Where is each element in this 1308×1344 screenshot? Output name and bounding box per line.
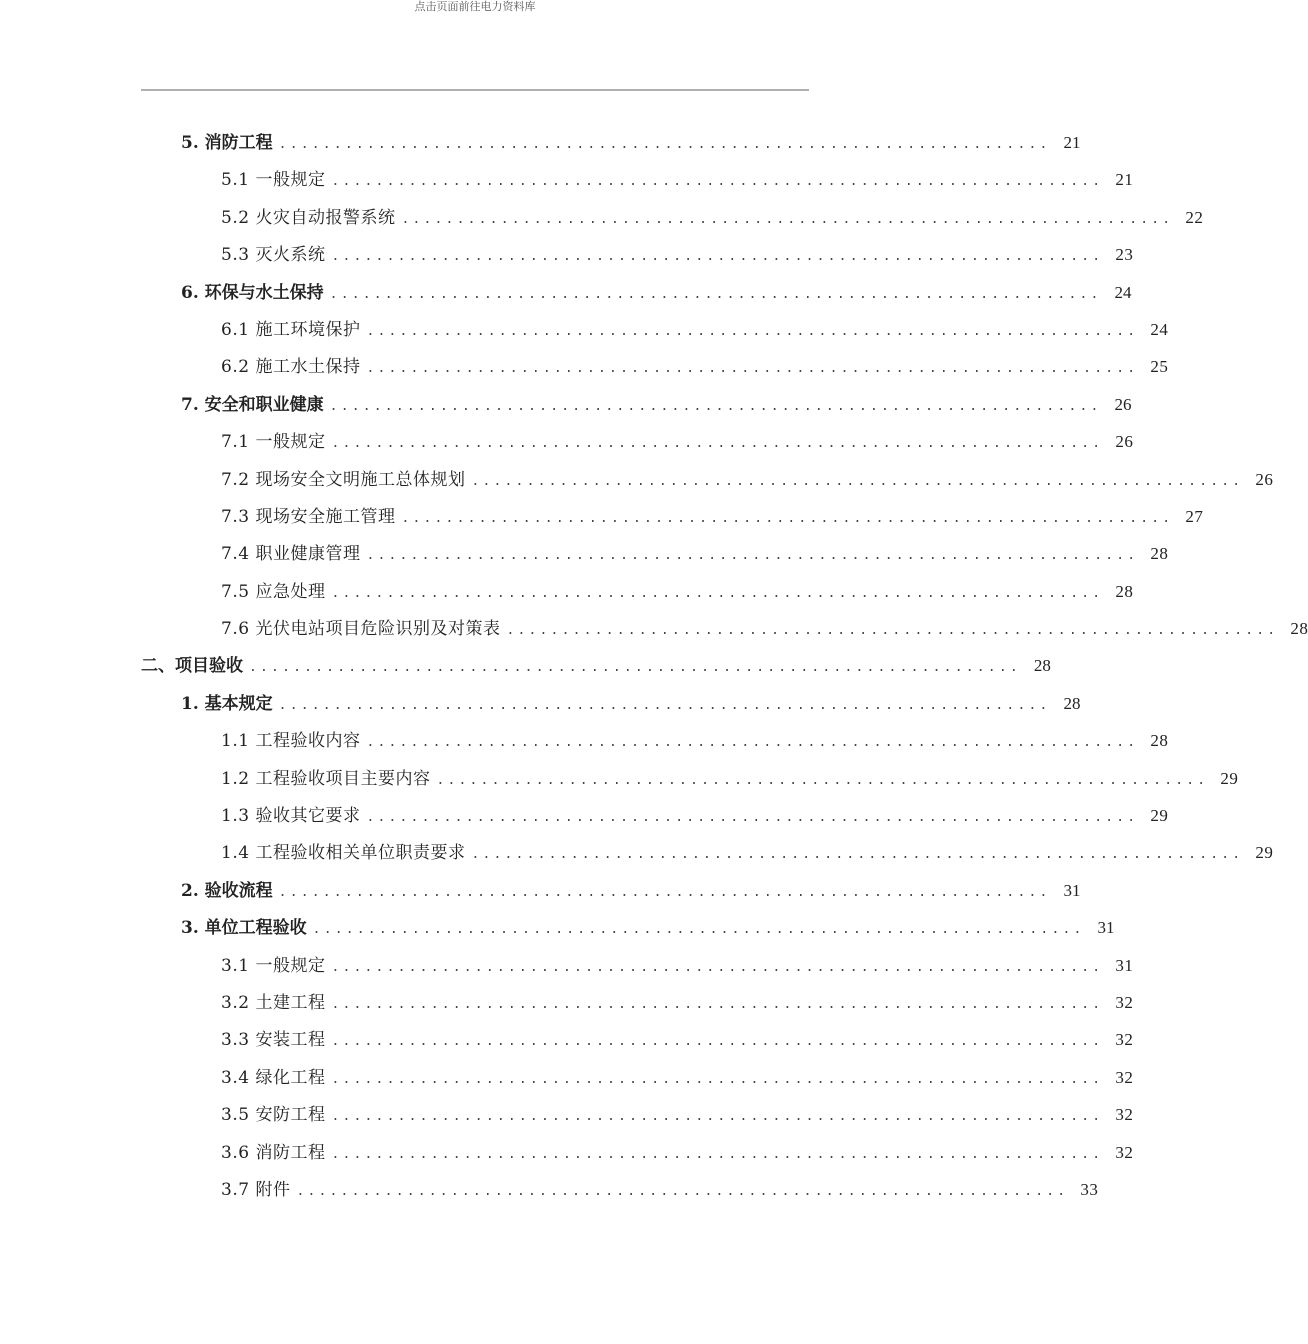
toc-entry-title: 7.5 应急处理 bbox=[221, 581, 326, 602]
toc-entry-title: 7.2 现场安全文明施工总体规划 bbox=[221, 469, 466, 490]
toc-dot-leader: ...................................................................... bbox=[366, 361, 1139, 377]
toc-entry-title: 6.2 施工水土保持 bbox=[221, 357, 361, 378]
toc-dot-leader: ...................................................................... bbox=[401, 211, 1174, 227]
toc-entry-title: 3.6 消防工程 bbox=[221, 1142, 326, 1163]
toc-entry[interactable] bbox=[141, 1134, 1134, 1171]
toc-dot-leader: ...................................................................... bbox=[506, 623, 1279, 639]
toc-entry-page-number: 29 bbox=[1150, 806, 1169, 826]
toc-entry-title: 1.2 工程验收项目主要内容 bbox=[221, 768, 431, 789]
toc-entry[interactable] bbox=[141, 124, 1081, 161]
toc-entry[interactable] bbox=[141, 610, 1308, 647]
toc-entry-title: 5.3 灭火系统 bbox=[221, 245, 326, 266]
toc-entry-title: 3.4 绿化工程 bbox=[221, 1067, 326, 1088]
toc-entry[interactable] bbox=[141, 535, 1169, 572]
toc-entry[interactable] bbox=[141, 647, 1051, 684]
toc-entry-page-number: 21 bbox=[1115, 170, 1134, 190]
toc-entry[interactable] bbox=[141, 909, 1115, 946]
toc-entry-page-number: 31 bbox=[1097, 918, 1115, 938]
toc-entry-title: 5.2 火灾自动报警系统 bbox=[221, 207, 396, 228]
toc-entry-page-number: 26 bbox=[1114, 394, 1132, 414]
toc-entry[interactable] bbox=[141, 947, 1134, 984]
toc-dot-leader: ...................................................................... bbox=[331, 1109, 1104, 1125]
toc-dot-leader: ...................................................................... bbox=[331, 959, 1104, 975]
toc-entry-page-number: 28 bbox=[1150, 544, 1169, 564]
toc-entry[interactable] bbox=[141, 461, 1274, 498]
toc-dot-leader: ...................................................................... bbox=[366, 548, 1139, 564]
toc-entry-page-number: 28 bbox=[1063, 693, 1081, 713]
header-divider bbox=[141, 89, 809, 91]
toc-dot-leader: ...................................................................... bbox=[331, 996, 1104, 1012]
toc-entry-title: 二、项目验收 bbox=[141, 656, 243, 677]
toc-dot-leader: ...................................................................... bbox=[436, 772, 1209, 788]
toc-dot-leader: ...................................................................... bbox=[331, 249, 1104, 265]
toc-entry[interactable] bbox=[141, 1171, 1099, 1208]
toc-dot-leader: ...................................................................... bbox=[331, 1034, 1104, 1050]
toc-dot-leader: ...................................................................... bbox=[331, 1146, 1104, 1162]
toc-entry-page-number: 24 bbox=[1150, 319, 1169, 339]
toc-entry-title: 1.3 验收其它要求 bbox=[221, 806, 361, 827]
toc-entry[interactable] bbox=[141, 797, 1169, 834]
toc-entry-page-number: 21 bbox=[1063, 133, 1081, 152]
toc-entry-title: 1.1 工程验收内容 bbox=[221, 731, 361, 752]
toc-entry-title: 7.3 现场安全施工管理 bbox=[221, 506, 396, 527]
toc-dot-leader: ...................................................................... bbox=[471, 473, 1244, 489]
toc-entry-page-number: 32 bbox=[1115, 992, 1134, 1012]
toc-entry-page-number: 23 bbox=[1115, 245, 1134, 265]
toc-entry-page-number: 33 bbox=[1080, 1179, 1099, 1199]
toc-entry[interactable] bbox=[141, 348, 1169, 385]
toc-entry-title: 6. 环保与水土保持 bbox=[181, 282, 324, 303]
toc-entry-page-number: 26 bbox=[1115, 432, 1134, 452]
toc-entry[interactable] bbox=[141, 423, 1134, 460]
toc-dot-leader: ...................................................................... bbox=[331, 1071, 1104, 1087]
toc-entry-title: 7. 安全和职业健康 bbox=[181, 394, 324, 415]
toc-dot-leader: ...................................................................... bbox=[331, 585, 1104, 601]
table-of-contents bbox=[141, 124, 1308, 1208]
toc-dot-leader: ...................................................................... bbox=[278, 137, 1051, 152]
toc-dot-leader: ...................................................................... bbox=[278, 697, 1051, 713]
toc-entry-title: 3. 单位工程验收 bbox=[181, 918, 307, 939]
toc-entry-title: 3.5 安防工程 bbox=[221, 1105, 326, 1126]
toc-dot-leader: ...................................................................... bbox=[366, 735, 1139, 751]
toc-entry-page-number: 28 bbox=[1115, 581, 1134, 601]
toc-dot-leader: ...................................................................... bbox=[329, 398, 1102, 414]
toc-entry-title: 2. 验收流程 bbox=[181, 880, 273, 901]
toc-dot-leader: ...................................................................... bbox=[331, 436, 1104, 452]
toc-entry[interactable] bbox=[141, 685, 1081, 722]
toc-entry-page-number: 31 bbox=[1063, 880, 1081, 900]
toc-entry[interactable] bbox=[141, 722, 1169, 759]
toc-entry-title: 1. 基本规定 bbox=[181, 693, 273, 714]
toc-entry-page-number: 28 bbox=[1290, 619, 1308, 639]
toc-entry[interactable] bbox=[141, 760, 1239, 797]
toc-dot-leader: ...................................................................... bbox=[331, 174, 1104, 190]
toc-entry-title: 5. 消防工程 bbox=[181, 133, 273, 153]
toc-entry[interactable] bbox=[141, 498, 1204, 535]
toc-entry[interactable] bbox=[141, 1059, 1134, 1096]
toc-dot-leader: ...................................................................... bbox=[249, 660, 1021, 676]
toc-entry[interactable] bbox=[141, 161, 1134, 198]
toc-entry-title: 3.3 安装工程 bbox=[221, 1030, 326, 1051]
toc-entry-title: 1.4 工程验收相关单位职责要求 bbox=[221, 843, 466, 864]
toc-entry-page-number: 22 bbox=[1185, 207, 1204, 227]
toc-entry[interactable] bbox=[141, 573, 1134, 610]
toc-entry-page-number: 27 bbox=[1185, 506, 1204, 526]
toc-dot-leader: ...................................................................... bbox=[296, 1183, 1069, 1199]
toc-entry[interactable] bbox=[141, 1096, 1134, 1133]
toc-entry[interactable] bbox=[141, 834, 1274, 871]
toc-dot-leader: ...................................................................... bbox=[312, 922, 1085, 938]
toc-entry-title: 7.1 一般规定 bbox=[221, 432, 326, 453]
resource-library-link[interactable]: 点击页面前往电力资料库 bbox=[414, 0, 536, 13]
toc-entry-page-number: 26 bbox=[1255, 469, 1274, 489]
toc-entry-title: 5.1 一般规定 bbox=[221, 170, 326, 191]
toc-entry-page-number: 28 bbox=[1150, 731, 1169, 751]
toc-dot-leader: ...................................................................... bbox=[366, 810, 1139, 826]
toc-entry-page-number: 29 bbox=[1220, 768, 1239, 788]
toc-dot-leader: ...................................................................... bbox=[278, 884, 1051, 900]
toc-entry[interactable] bbox=[141, 984, 1134, 1021]
toc-entry-page-number: 29 bbox=[1255, 843, 1274, 863]
toc-entry[interactable] bbox=[141, 199, 1204, 236]
toc-entry[interactable] bbox=[141, 872, 1081, 909]
toc-entry-title: 3.2 土建工程 bbox=[221, 992, 326, 1013]
toc-entry[interactable] bbox=[141, 236, 1134, 273]
toc-entry-page-number: 32 bbox=[1115, 1067, 1134, 1087]
toc-entry[interactable] bbox=[141, 1021, 1134, 1058]
toc-entry-page-number: 32 bbox=[1115, 1142, 1134, 1162]
toc-entry[interactable] bbox=[141, 311, 1169, 348]
toc-dot-leader: ...................................................................... bbox=[401, 510, 1174, 526]
toc-dot-leader: ...................................................................... bbox=[366, 323, 1139, 339]
toc-entry-page-number: 32 bbox=[1115, 1105, 1134, 1125]
toc-entry-title: 7.6 光伏电站项目危险识别及对策表 bbox=[221, 619, 501, 640]
toc-dot-leader: ...................................................................... bbox=[329, 286, 1102, 302]
toc-entry-title: 7.4 职业健康管理 bbox=[221, 544, 361, 565]
toc-entry-page-number: 24 bbox=[1114, 282, 1132, 302]
toc-dot-leader: ...................................................................... bbox=[471, 847, 1244, 863]
toc-entry-page-number: 28 bbox=[1033, 656, 1051, 676]
toc-entry-page-number: 31 bbox=[1115, 955, 1134, 975]
toc-entry[interactable] bbox=[141, 274, 1132, 311]
toc-entry-title: 3.1 一般规定 bbox=[221, 955, 326, 976]
toc-entry-page-number: 32 bbox=[1115, 1030, 1134, 1050]
toc-entry[interactable] bbox=[141, 386, 1132, 423]
toc-entry-title: 6.1 施工环境保护 bbox=[221, 319, 361, 340]
toc-entry-title: 3.7 附件 bbox=[221, 1179, 291, 1200]
toc-entry-page-number: 25 bbox=[1150, 357, 1169, 377]
